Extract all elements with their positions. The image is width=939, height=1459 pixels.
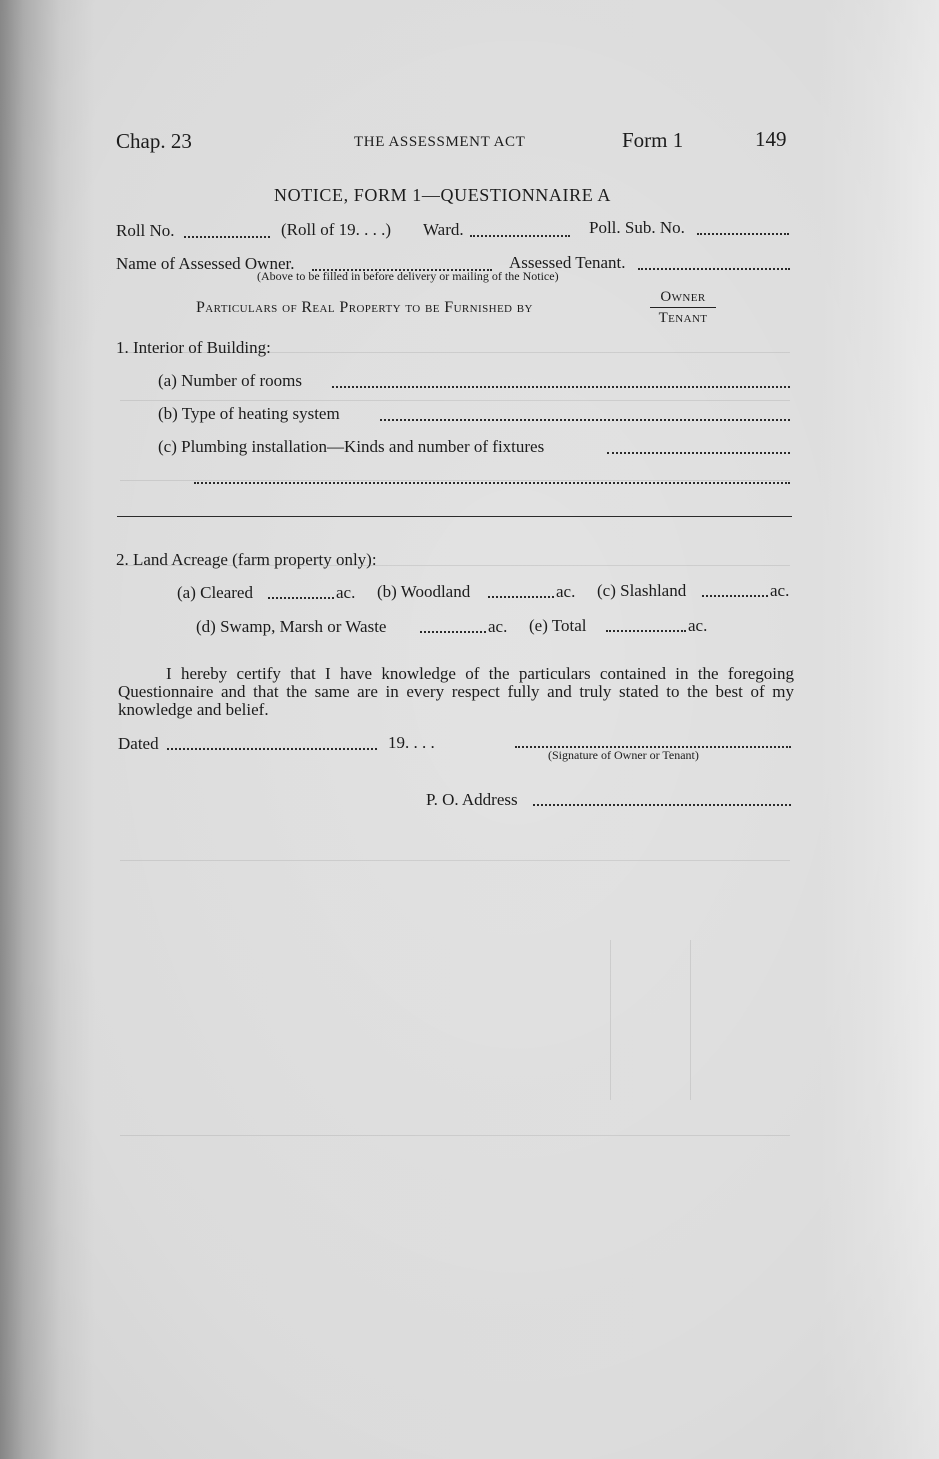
total-unit: ac. [688,616,708,635]
assessed-tenant-label: Assessed Tenant. [509,253,626,272]
heating-field[interactable] [380,419,790,421]
plumbing-field-continued[interactable] [194,482,790,484]
rooms-label: (a) Number of rooms [158,371,302,390]
bleed-through-rule [120,1135,790,1136]
assessed-owner-label: Name of Assessed Owner. [116,254,295,273]
tenant-label: Tenant [658,310,708,326]
po-address-field[interactable] [533,804,791,806]
cleared-unit: ac. [336,583,356,602]
form-label: Form 1 [622,128,684,152]
ward-field[interactable] [470,235,570,237]
act-title: THE ASSESSMENT ACT [354,134,526,150]
owner-tenant-fraction [648,288,718,327]
section-divider [117,516,792,517]
total-label: (e) Total [529,616,587,635]
particulars-heading: Particulars of Real Property to be Furnished by [196,299,533,316]
poll-sub-field[interactable] [697,233,789,235]
swamp-field[interactable] [420,631,486,633]
roll-no-field[interactable] [184,236,270,238]
poll-sub-label: Poll. Sub. No. [589,218,685,237]
section2-heading: 2. Land Acreage (farm property only): [116,550,377,569]
bleed-through-rule [690,940,691,1100]
year-label: 19. . . . [388,733,435,752]
roll-no-label: Roll No. [116,221,175,240]
plumbing-label: (c) Plumbing installation—Kinds and number of fixtures [158,437,545,456]
section1-heading: 1. Interior of Building: [116,338,271,357]
roll-of-label: (Roll of 19. . . .) [281,220,392,239]
plumbing-field[interactable] [607,452,790,454]
certification-paragraph [118,665,794,719]
rooms-field[interactable] [332,386,790,388]
woodland-field[interactable] [488,596,554,598]
bleed-through-rule [120,480,790,481]
slashland-unit: ac. [770,581,790,600]
swamp-unit: ac. [488,617,508,636]
cleared-label: (a) Cleared [177,583,253,602]
woodland-label: (b) Woodland [377,582,471,601]
swamp-label: (d) Swamp, Marsh or Waste [196,617,387,636]
assessed-tenant-field[interactable] [638,268,790,270]
signature-note: (Signature of Owner or Tenant) [548,748,699,762]
certification-text: I hereby certify that I have knowledge of the particulars contained in the foregoing Questionnaire and that the same are in every respect fully and truly stated to the best of my knowledge and belief. [118,664,794,719]
date-field[interactable] [167,748,377,750]
cleared-field[interactable] [268,597,334,599]
dated-label: Dated [118,734,159,753]
po-address-label: P. O. Address [426,790,518,809]
woodland-unit: ac. [556,582,576,601]
ward-label: Ward. [423,220,464,239]
total-field[interactable] [606,630,686,632]
slashland-field[interactable] [702,595,768,597]
fraction-bar [650,307,716,308]
bleed-through-rule [120,400,790,401]
heating-label: (b) Type of heating system [158,404,340,423]
bleed-through-rule [120,860,790,861]
page-number: 149 [755,127,787,151]
form-title: NOTICE, FORM 1—QUESTIONNAIRE A [274,185,611,205]
bleed-through-rule [610,940,611,1100]
slashland-label: (c) Slashland [597,581,687,600]
chapter-label: Chap. 23 [116,129,192,153]
fill-before-delivery-note: (Above to be filled in before delivery or mailing of the Notice) [257,269,559,283]
owner-label: Owner [660,289,706,305]
